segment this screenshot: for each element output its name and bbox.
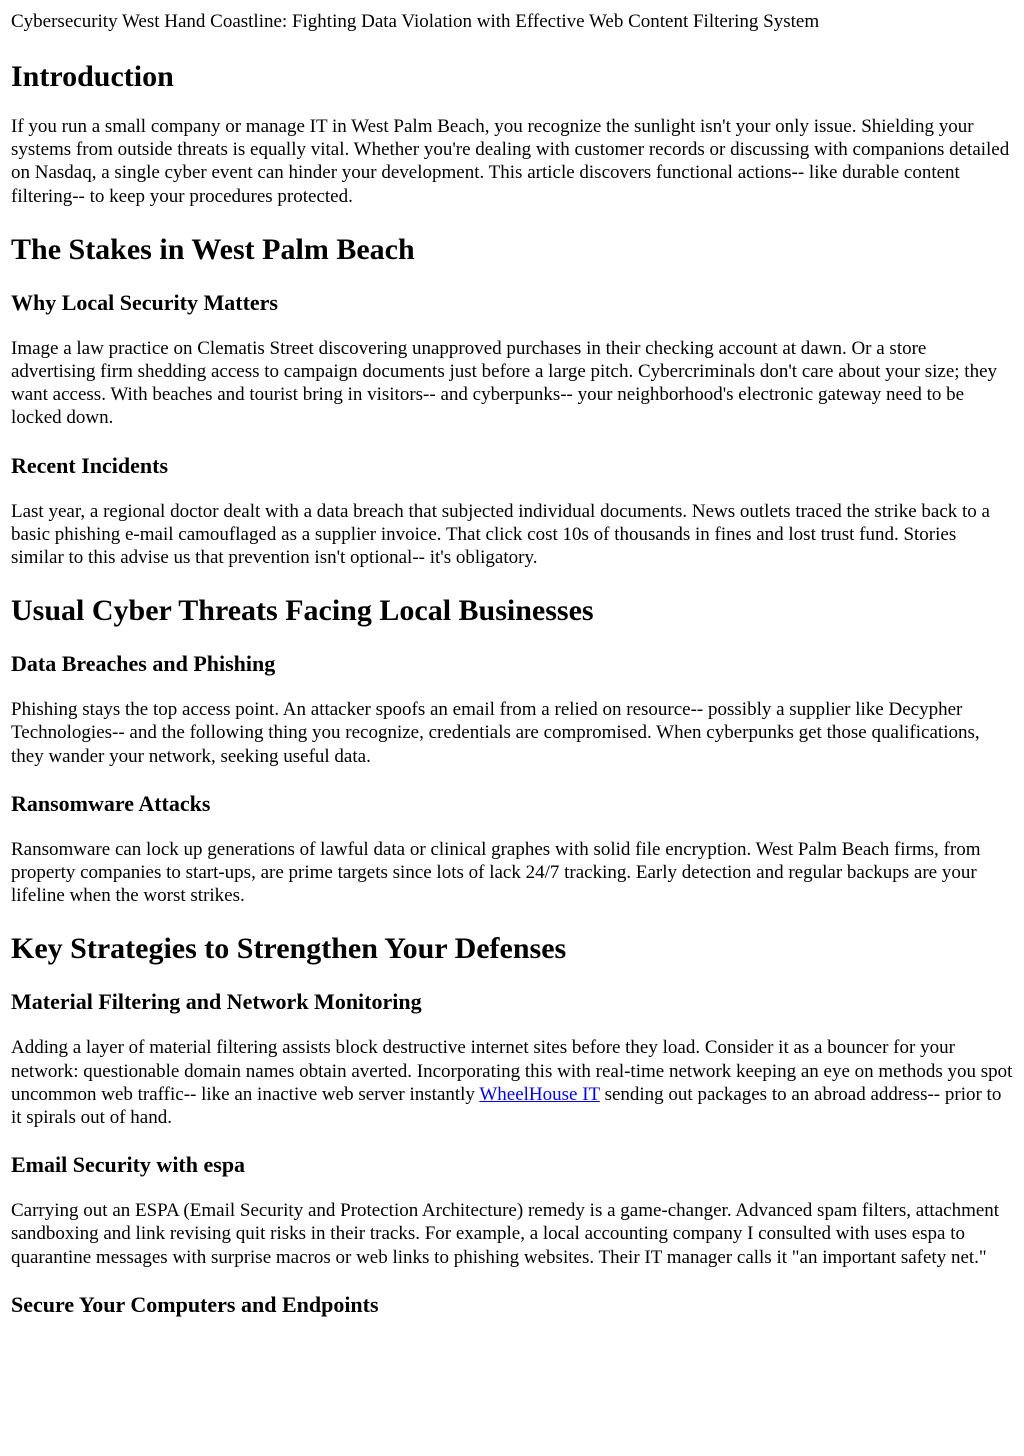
paragraph-material-filtering (11, 1036, 1013, 1129)
paragraph-ransomware: Ransomware can lock up generations of lawful data or clinical graphes with solid file encryption. West Palm Beach firms, from property companies to start-ups, are prime targets since lots of lack 24/7 tracking. Early detection and regular backups are your lifeline when the worst strikes. (11, 838, 981, 907)
heading-email-security: Email Security with espa (11, 1152, 246, 1178)
filtering-text-before-link: Adding a layer of material filtering assists block destructive internet sites before they load. Consider it as a bouncer for your network: questionable domain names obtain averted. Incorporating this with real-time network keeping an eye on methods you spot uncommon web traffic-- like an inactive web server instantly (11, 1037, 1013, 1105)
heading-material-filtering: Material Filtering and Network Monitoring (11, 989, 422, 1015)
heading-recent-incidents: Recent Incidents (11, 452, 169, 478)
wheelhouse-it-link[interactable]: WheelHouse IT (479, 1083, 600, 1105)
document-title: Cybersecurity West Hand Coastline: Fighting Data Violation with Effective Web Content Filtering System (11, 11, 820, 32)
heading-data-breaches: Data Breaches and Phishing (11, 651, 276, 677)
paragraph-data-breaches: Phishing stays the top access point. An attacker spoofs an email from a relied on resource-- possibly a supplier like Decypher Technologies-- and the following thing you recognize, credentials are compromised. When cyberpunks get those qualifications, they wander your network, seeking useful data. (11, 699, 980, 767)
paragraph-introduction: If you run a small company or manage IT in West Palm Beach, you recognize the sunlight isn't your only issue. Shielding your systems from outside threats is equally vital. Whether you're dealing with customer records or discussing with companions detailed on Nasdaq, a single cyber event can hinder your development. This article discovers functional actions-- like durable content filtering-- to keep your procedures protected. (11, 116, 1010, 207)
paragraph-recent-incidents: Last year, a regional doctor dealt with a data breach that subjected individual documents. News outlets traced the strike back to a basic phishing e-mail camouflaged as a supplier invoice. That click cost 10s of thousands in fines and lost trust fund. Stories similar to this advise us that prevention isn't optional-- it's obligatory. (11, 500, 990, 569)
heading-usual-threats: Usual Cyber Threats Facing Local Businesses (11, 594, 594, 628)
heading-why-local-security: Why Local Security Matters (11, 289, 278, 315)
heading-introduction: Introduction (11, 60, 174, 93)
heading-stakes: The Stakes in West Palm Beach (11, 232, 415, 266)
paragraph-email-security: Carrying out an ESPA (Email Security and Protection Architecture) remedy is a game-changer. Advanced spam filters, attachment sandboxing and link revising quit risks in their tracks. For example, a local accounting company I consulted with uses espa to quarantine messages with surprise macros or web links to phishing websites. Their IT manager calls it "an important safety net." (11, 1200, 1000, 1268)
filtering-text-after-link: sending out packages to an abroad address-- prior to it spirals out of hand. (11, 1083, 1002, 1129)
heading-key-strategies: Key Strategies to Strengthen Your Defenses (11, 932, 567, 966)
heading-ransomware: Ransomware Attacks (11, 790, 211, 816)
document-page (0, 10, 1024, 1319)
paragraph-why-local-security: Image a law practice on Clematis Street discovering unapproved purchases in their checking account at dawn. Or a store advertising firm shedding access to campaign documents just before a large pitch. Cybercriminals don't care about your size; they want access. With beaches and tourist bring in visitors-- and cyberpunks-- your neighborhood's electronic gateway need to be locked down. (11, 337, 998, 429)
heading-secure-endpoints: Secure Your Computers and Endpoints (11, 1291, 379, 1317)
